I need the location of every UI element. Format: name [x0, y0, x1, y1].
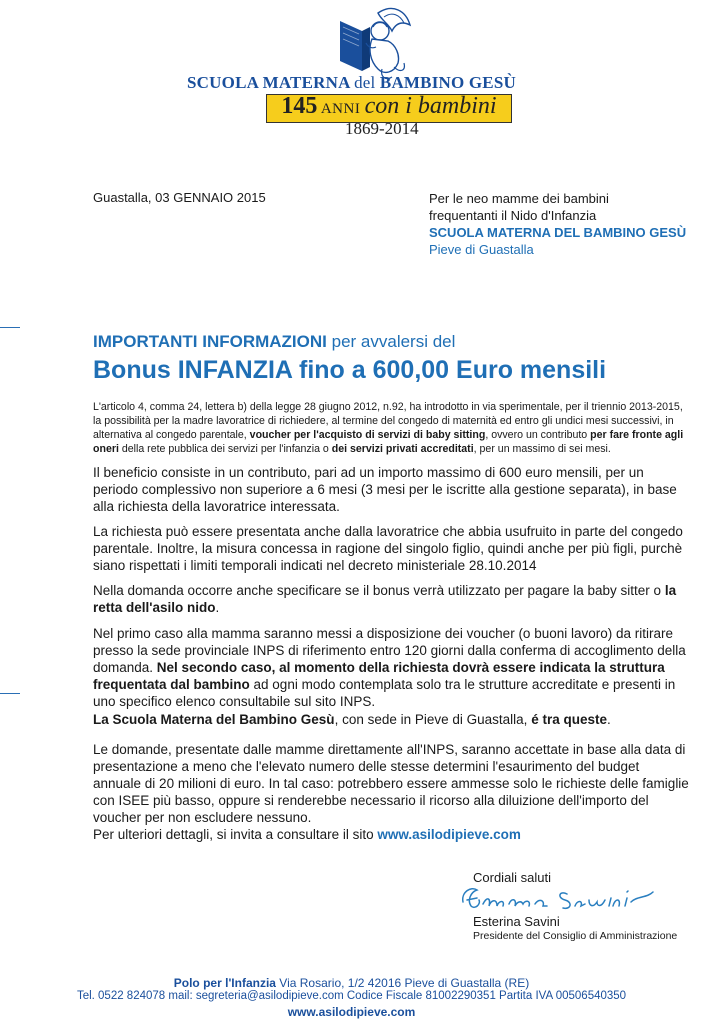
recipient-location: Pieve di Guastalla — [429, 242, 534, 257]
paragraph-more-info: Per ulteriori dettagli, si invita a consultare il sito www.asilodipieve.com — [93, 827, 521, 842]
school-name: SCUOLA MATERNA del BAMBINO GESÙ — [187, 73, 516, 92]
recipient-block — [429, 190, 686, 258]
signer-name: Esterina Savini — [473, 914, 560, 929]
signer-role: Presidente del Consiglio di Amministrazione — [473, 930, 678, 942]
paragraph-application: Nella domanda occorre anche specificare se il bonus verrà utilizzato per pagare la baby sitter o la retta dell'asilo nido. — [93, 583, 677, 615]
footer-address: Polo per l'Infanzia Via Rosario, 1/2 42016 Pieve di Guastalla (RE) — [173, 976, 530, 990]
subject-title: Bonus INFANZIA fino a 600,00 Euro mensili — [93, 356, 607, 384]
footer-contacts: Tel. 0522 824078 mail: segreteria@asilodipieve.com Codice Fiscale 81002290351 Partita IVA 00506540350 — [76, 990, 627, 1002]
closing-salutation: Cordiali saluti — [473, 870, 552, 885]
website-link[interactable]: www.asilodipieve.com — [377, 827, 521, 842]
anniversary-years: 1869-2014 — [345, 119, 419, 138]
paragraph-legal-basis: L'articolo 4, comma 24, lettera b) della legge 28 giugno 2012, n.92, ha introdotto in via sperimentale, per il triennio 2013-2015, la possibilità per la madre lavoratrice di richiedere, al termine del congedo di maternità ed entro gli undici mesi successivi, in alternativa al congedo parentale, voucher per l'acquisto di servizi di baby sitting, ovvero un contributo per fare fronte agli oneri della rete pubblica dei servizi per l'infanzia o dei servizi privati accreditati, per un massimo di sei mesi. — [93, 401, 684, 455]
fold-mark-bottom — [0, 693, 20, 694]
letter-date: Guastalla, 03 GENNAIO 2015 — [93, 190, 266, 205]
paragraph-request: La richiesta può essere presentata anche dalla lavoratrice che abbia usufruito in parte del congedo parentale. Inoltre, la misura concessa in ragione del singolo figlio, quindi anche per più figli, purchè siano rispettati i limiti temporali indicati nel decreto ministeriale 28.10.2014 — [93, 524, 683, 573]
recipient-line: frequentanti il Nido d'Infanzia — [429, 208, 597, 223]
paragraph-voucher-cases: Nel primo caso alla mamma saranno messi a disposizione dei voucher (o buoni lavoro) da ritirare presso la sede provinciale INPS di riferimento entro 120 giorni dalla conferma di accoglimento della domanda. Nel secondo caso, al momento della richiesta dovrà essere indicata la struttura frequentata dal bambino ad ogni modo contemplata solo tra le strutture accreditate e presenti in uno specifico elenco consultabile sul sito INPS. — [93, 626, 686, 709]
signature-icon — [457, 880, 677, 916]
paragraph-budget: Le domande, presentate dalle mamme direttamente all'INPS, saranno accettate in base alla data di presentazione a meno che l'elevato numero delle stesse determini l'esaurimento del budget annuale di 20 milioni di euro. In tal caso: potrebbero essere ammesse solo le richieste delle famiglie con ISEE più basso, oppure si renderebbe necessario il ricorso alla diluizione dell'importo del voucher per non escludere nessuno. — [93, 742, 689, 825]
angel-with-book-logo-icon — [318, 3, 418, 83]
paragraph-benefit: Il beneficio consiste in un contributo, pari ad un importo massimo di 600 euro mensili, per un periodo complessivo non superiore a 6 mesi (3 mesi per le iscritte alla gestione separata), in base alla richiesta della lavoratrice interessata. — [93, 465, 677, 514]
paragraph-school-accredited: La Scuola Materna del Bambino Gesù, con sede in Pieve di Guastalla, é tra queste. — [93, 712, 611, 727]
fold-mark-top — [0, 327, 20, 328]
anniversary-tagline: 145 ANNI con i bambini — [281, 93, 497, 119]
subject-line: IMPORTANTI INFORMAZIONI per avvalersi del — [93, 332, 456, 351]
footer-website-link[interactable]: www.asilodipieve.com — [287, 1005, 416, 1019]
recipient-school: SCUOLA MATERNA DEL BAMBINO GESÙ — [429, 225, 687, 240]
recipient-line: Per le neo mamme dei bambini — [429, 191, 609, 206]
handwritten-signature — [457, 880, 677, 916]
